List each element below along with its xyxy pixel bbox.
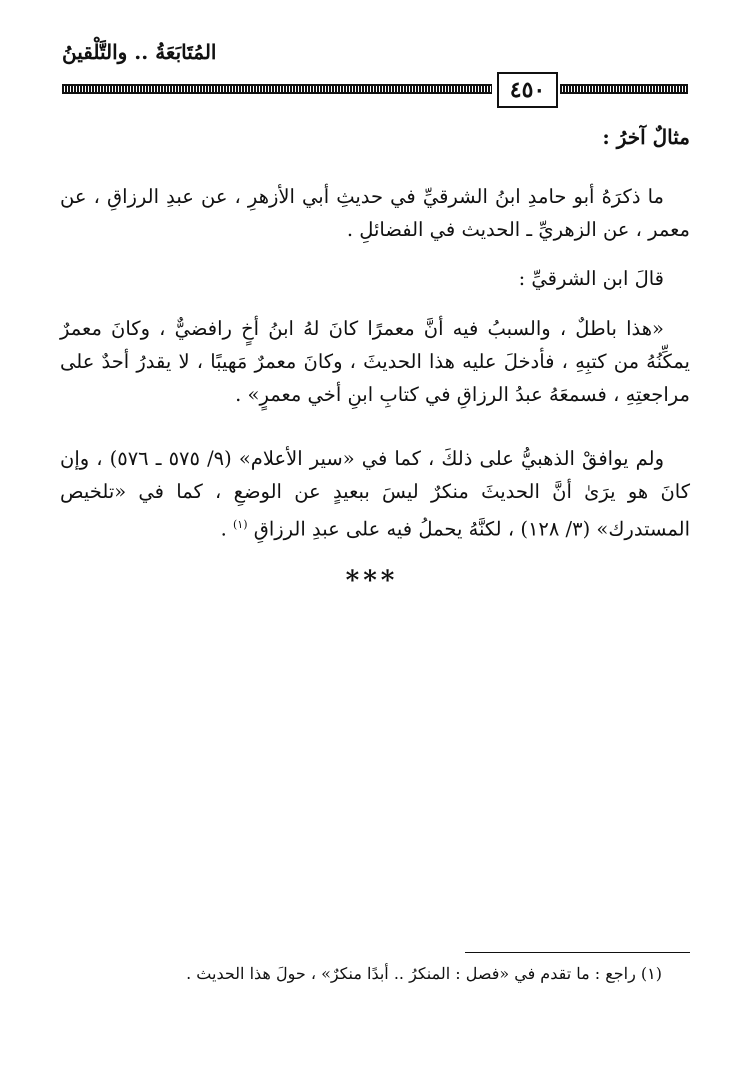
footnote-separator bbox=[465, 952, 690, 953]
header-rule bbox=[62, 84, 492, 94]
paragraph-text-container bbox=[60, 442, 690, 546]
running-title: المُتَابَعَةُ .. والتَّلْقينُ bbox=[62, 40, 217, 64]
paragraph-end: . bbox=[220, 517, 233, 541]
paragraph-text: ما ذكرَهُ أبو حامدِ ابنُ الشرقيِّ في حديثِ أبي الأزهرِ ، عن عبدِ الرزاقِ ، عن معمر ، عن الزهريِّ ـ الحديث في الفضائلِ . bbox=[60, 185, 690, 241]
quotation-paragraph bbox=[60, 312, 690, 411]
paragraph bbox=[60, 442, 690, 546]
paragraph-text: ولم يوافقْ الذهبيُّ على ذلكَ ، كما في «سير الأعلام» (٩/ ٥٧٥ ـ ٥٧٦) ، وإن كانَ هو يرَىٰ أنَّ الحديثَ منكرٌ ليسَ ببعيدٍ عن الوضعِ ، كما في «تلخيص المستدرك» (٣/ ١٢٨) ، لكنَّهُ يحملُ فيه على عبدِ الرزاقِ bbox=[60, 447, 690, 541]
paragraph bbox=[60, 180, 690, 246]
section-heading: مثالٌ آخرُ : bbox=[602, 125, 690, 149]
section-divider-ornament: *** bbox=[345, 566, 399, 596]
paragraph-text: قالَ ابن الشرقيِّ : bbox=[518, 267, 664, 290]
header-rule bbox=[560, 84, 688, 94]
footnote-marker[interactable]: (١) bbox=[232, 518, 248, 531]
page-number: ٤٥٠ bbox=[497, 72, 558, 108]
paragraph bbox=[60, 262, 690, 295]
footnote: (١) راجع : ما تقدم في «فصل : المنكرُ .. أبدًا منكرٌ» ، حولَ هذا الحديث . bbox=[186, 964, 662, 983]
paragraph-text: «هذا باطلٌ ، والسببُ فيه أنَّ معمرًا كانَ لهُ ابنُ أخٍ رافضيٌّ ، وكانَ معمرٌ يمكِّنُهُ من كتبِهِ ، فأدخلَ عليه هذا الحديثَ ، وكانَ معمرٌ مَهيبًا ، لا يقدرُ أحدٌ على مراجعتِهِ ، فسمعَهُ عبدُ الرزاقِ في كتابِ ابنِ أخي معمرٍ» . bbox=[60, 317, 690, 406]
